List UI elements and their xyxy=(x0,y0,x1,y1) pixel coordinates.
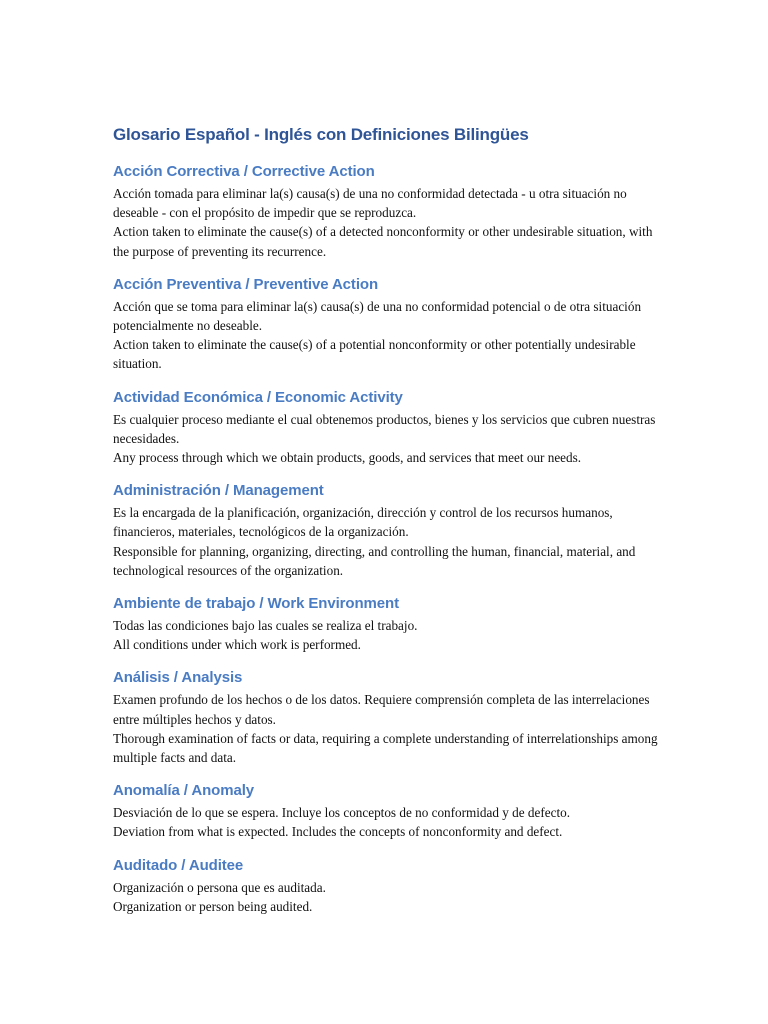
entry-definition-en: Responsible for planning, organizing, directing, and controlling the human, financial, material, and technological resources of the organization. xyxy=(113,543,636,578)
glossary-entry-accion-preventiva xyxy=(113,275,658,374)
entry-heading: Análisis / Analysis xyxy=(113,669,243,687)
entry-heading: Ambiente de trabajo / Work Environment xyxy=(113,595,399,613)
entry-definition-es: Desviación de lo que se espera. Incluye los conceptos de no conformidad y de defecto. xyxy=(113,805,571,821)
entry-definition-en: Organization or person being audited. xyxy=(113,898,313,914)
entry-heading: Actividad Económica / Economic Activity xyxy=(113,388,403,406)
entry-definition-es: Acción tomada para eliminar la(s) causa(s) de una no conformidad detectada - u otra situación no deseable - con el propósito de impedir que se reproduzca. xyxy=(113,186,627,221)
entry-heading: Administración / Management xyxy=(113,482,324,500)
glossary-entry-administracion xyxy=(113,481,658,580)
entry-definition-es: Examen profundo de los hechos o de los datos. Requiere comprensión completa de las interrelaciones entre múltiples hechos y datos. xyxy=(113,692,650,727)
entry-heading: Acción Preventiva / Preventive Action xyxy=(113,275,379,293)
glossary-entry-ambiente-de-trabajo xyxy=(113,594,658,654)
glossary-entry-anomalia xyxy=(113,781,658,841)
document-title: Glosario Español - Inglés con Definiciones Bilingües xyxy=(113,125,529,144)
entry-definition-es: Acción que se toma para eliminar la(s) causa(s) de una no conformidad potencial o de otra situación potencialmente no deseable. xyxy=(113,298,642,334)
entry-definition-es: Todas las condiciones bajo las cuales se realiza el trabajo. xyxy=(113,618,418,634)
glossary-entry-accion-correctiva xyxy=(113,162,658,261)
document-page xyxy=(113,124,658,930)
entry-heading: Anomalía / Anomaly xyxy=(113,782,255,800)
entry-definition-es: Es cualquier proceso mediante el cual obtenemos productos, bienes y los servicios que cubren nuestras necesidades. xyxy=(113,411,656,446)
glossary-entry-actividad-economica xyxy=(113,388,658,468)
entry-definition-es: Es la encargada de la planificación, organización, dirección y control de los recursos humanos, financieros, materiales, tecnológicos de la organización. xyxy=(113,505,613,540)
entry-definition-en: Action taken to eliminate the cause(s) of a detected nonconformity or other undesirable situation, with the purpose of preventing its recurrence. xyxy=(113,224,653,259)
entry-definition-en: Any process through which we obtain products, goods, and services that meet our needs. xyxy=(113,450,582,466)
entry-heading: Auditado / Auditee xyxy=(113,856,244,874)
glossary-entry-auditado xyxy=(113,856,658,916)
entry-definition-en: All conditions under which work is performed. xyxy=(113,637,361,653)
entry-definition-en: Deviation from what is expected. Includes the concepts of nonconformity and defect. xyxy=(113,824,563,840)
glossary-entry-analisis xyxy=(113,668,658,767)
entry-definition-en: Action taken to eliminate the cause(s) of a potential nonconformity or other potentially undesirable situation. xyxy=(113,337,636,372)
entry-definition-en: Thorough examination of facts or data, requiring a complete understanding of interrelationships among multiple facts and data. xyxy=(113,730,658,766)
entry-heading: Acción Correctiva / Corrective Action xyxy=(113,163,375,180)
entry-definition-es: Organización o persona que es auditada. xyxy=(113,879,326,895)
